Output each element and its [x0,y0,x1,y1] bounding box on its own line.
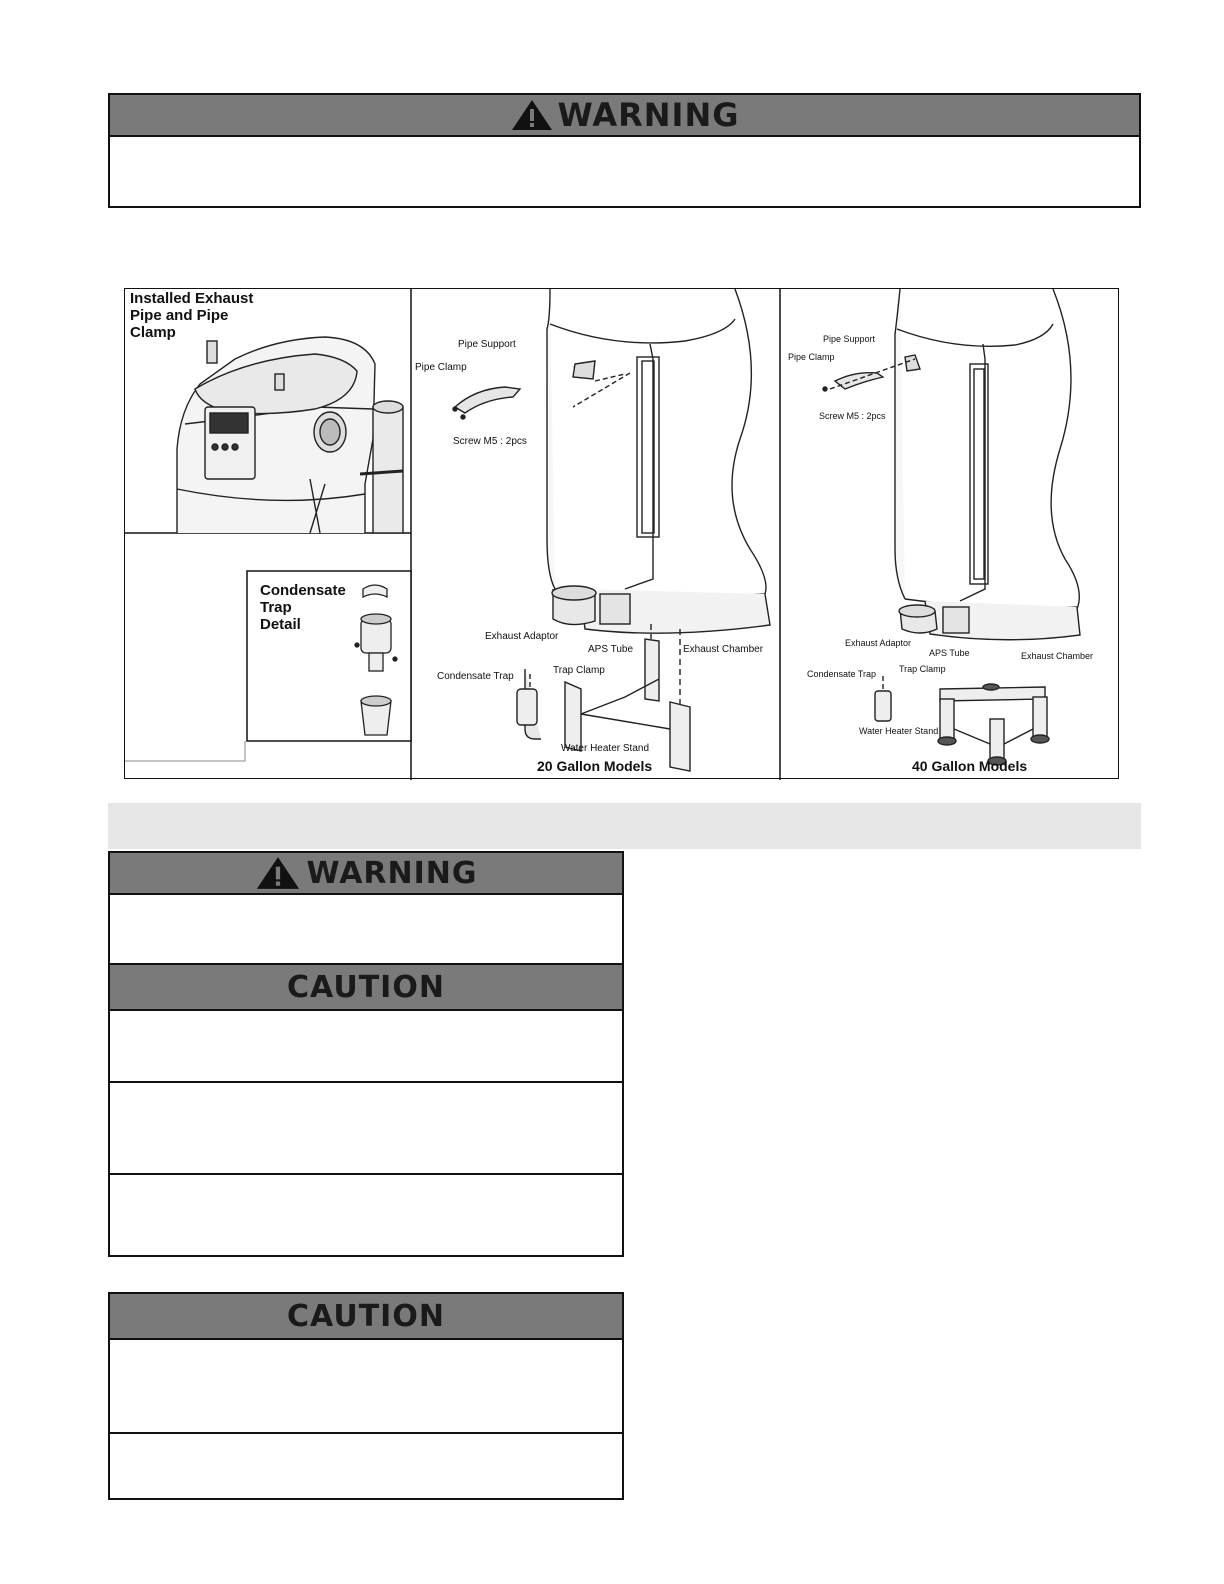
label-40-aps-tube: APS Tube [929,648,970,658]
label-20-exhaust-adaptor: Exhaust Adaptor [485,631,559,642]
label-20-condensate-trap: Condensate Trap [437,671,514,682]
label-20-trap-clamp: Trap Clamp [553,665,605,676]
left-caution-2-body-1 [110,1340,622,1432]
heater-40-gallon-illustration [823,289,1080,765]
left-caution-header-2 [110,1294,622,1340]
left-caution-header-1 [110,963,622,1011]
installed-title-line-2: Pipe and Pipe [130,307,229,324]
installed-title-line-3: Clamp [130,324,176,341]
label-40-exhaust-adaptor: Exhaust Adaptor [845,638,912,648]
installation-figure [124,288,1119,779]
label-40-pipe-clamp: Pipe Clamp [788,352,835,362]
caption-20-gallon: 20 Gallon Models [537,758,653,774]
left-warning-body [110,895,622,963]
left-caution-2-body-2 [110,1432,622,1502]
top-warning-label: WARNING [557,96,740,134]
top-warning-box [108,93,1141,208]
left-caution-label-2: CAUTION [287,1298,445,1334]
caption-40-gallon: 40 Gallon Models [912,758,1028,774]
warning-triangle-icon [254,855,302,891]
label-40-exhaust-chamber: Exhaust Chamber [1021,651,1094,661]
label-20-exhaust-chamber: Exhaust Chamber [683,644,764,655]
left-warning-header [110,853,622,895]
label-20-pipe-clamp: Pipe Clamp [415,362,467,373]
heater-20-gallon-illustration [453,289,770,771]
top-warning-header [110,95,1139,137]
label-20-stand: Water Heater Stand [561,743,650,754]
label-20-pipe-support: Pipe Support [458,339,516,350]
label-40-condensate-trap: Condensate Trap [807,669,877,679]
trap-title-line-3: Detail [260,616,301,633]
section-heading-bar [108,803,1141,849]
label-40-trap-clamp: Trap Clamp [899,664,946,674]
left-caution-label-1: CAUTION [287,969,445,1005]
left-warning-caution-box [108,851,624,1257]
left-warning-label: WARNING [306,855,478,891]
label-20-aps-tube: APS Tube [588,644,634,655]
installed-heater-illustration [177,337,403,533]
label-40-stand: Water Heater Stand [859,726,939,736]
label-20-screw: Screw M5 : 2pcs [453,436,527,447]
left-caution-box [108,1292,624,1500]
left-caution-body-2 [110,1081,622,1173]
left-caution-body-1 [110,1011,622,1081]
label-40-pipe-support: Pipe Support [823,334,876,344]
warning-triangle-icon [510,98,554,132]
trap-title-line-1: Condensate [260,582,346,599]
label-40-screw: Screw M5 : 2pcs [819,411,886,421]
installed-title-line-1: Installed Exhaust [130,290,254,307]
left-caution-body-3 [110,1173,622,1263]
trap-title-line-2: Trap [260,599,292,616]
figure-drawing [125,289,1120,780]
